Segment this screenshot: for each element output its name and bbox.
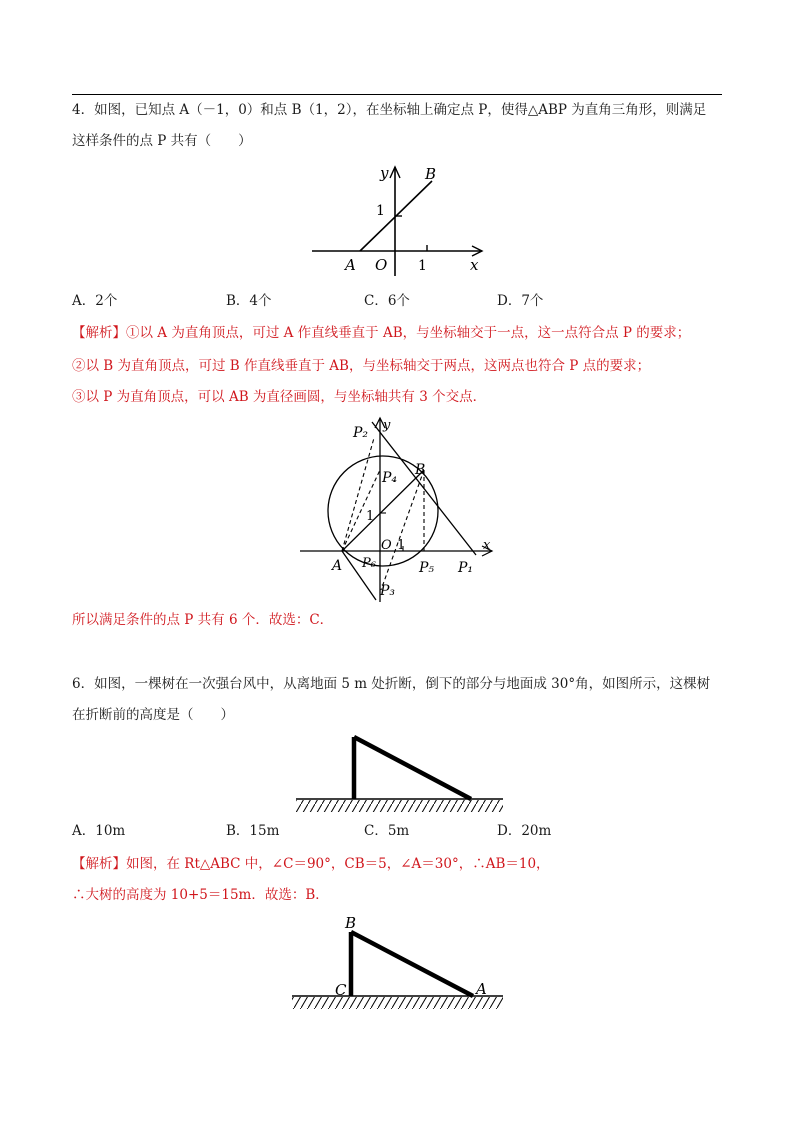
label-1y: 1 bbox=[376, 203, 385, 219]
ground-hatch bbox=[296, 800, 503, 812]
fallen-part bbox=[354, 737, 471, 799]
label-x: x bbox=[470, 256, 479, 274]
label-y: y bbox=[380, 164, 389, 182]
segment-BA bbox=[351, 932, 473, 996]
q6-option-c: C．5m bbox=[364, 823, 410, 839]
q6-solution-1: 【解析】如图，在 Rt△ABC 中，∠C＝90°，CB＝5，∠A＝30°，∴AB＝10， bbox=[72, 856, 550, 872]
header-rule bbox=[72, 94, 722, 95]
label-B: B bbox=[425, 165, 437, 183]
q4-solution-1: 【解析】①以 A 为直角顶点，可过 A 作直线垂直于 AB，与坐标轴交于一点，这一点符合点 P 的要求； bbox=[72, 325, 691, 341]
q4-stem-line2: 这样条件的点 P 共有（ ） bbox=[72, 133, 252, 149]
label-A: A bbox=[476, 980, 487, 998]
label-1: 1 bbox=[366, 509, 375, 524]
q4-option-c: C．6个 bbox=[364, 293, 410, 309]
label-P3: P₃ bbox=[380, 583, 396, 599]
label-P5: P₅ bbox=[419, 560, 435, 576]
label-A: A bbox=[345, 256, 356, 274]
q4-solution-2: ②以 B 为直角顶点，可过 B 作直线垂直于 AB，与坐标轴交于两点，这两点也符合 P 点的要求； bbox=[72, 358, 651, 374]
dash-A-P2 bbox=[342, 438, 374, 551]
q4-option-b: B．4个 bbox=[226, 293, 272, 309]
q6-figure-triangle bbox=[285, 910, 510, 1015]
q6-option-a: A．10m bbox=[72, 823, 126, 839]
label-O: O bbox=[375, 256, 388, 274]
q6-option-b: B．15m bbox=[226, 823, 280, 839]
q6-solution-2: ∴大树的高度为 10+5＝15m．故选：B． bbox=[72, 887, 329, 903]
label-1x: 1 bbox=[418, 258, 427, 274]
label-B: B bbox=[415, 462, 426, 478]
q6-option-d: D．20m bbox=[497, 823, 552, 839]
label-P6: P₆ bbox=[362, 556, 376, 571]
q6-figure-tree bbox=[290, 730, 510, 815]
q4-stem-line1: 4．如图，已知点 A（－1，0）和点 B（1，2），在坐标轴上确定点 P，使得△ABP 为直角三角形，则满足 bbox=[72, 102, 707, 118]
ground-hatch bbox=[292, 997, 503, 1009]
label-A: A bbox=[332, 558, 343, 574]
q6-stem-line1: 6．如图，一棵树在一次强台风中，从离地面 5 m 处折断，倒下的部分与地面成 30°角，如图所示，这棵树 bbox=[72, 676, 711, 692]
label-P4: P₄ bbox=[382, 470, 398, 486]
label-C: C bbox=[335, 981, 347, 999]
label-O: O bbox=[381, 538, 392, 553]
label-1x: 1 bbox=[397, 538, 406, 553]
label-B: B bbox=[345, 914, 357, 932]
label-P1: P₁ bbox=[458, 560, 474, 576]
dash-B-P3 bbox=[381, 470, 424, 590]
q4-option-a: A．2个 bbox=[72, 293, 118, 309]
q4-conclusion: 所以满足条件的点 P 共有 6 个．故选：C． bbox=[72, 612, 334, 628]
label-y: y bbox=[383, 418, 391, 433]
q4-solution-3: ③以 P 为直角顶点，可以 AB 为直径画圆，与坐标轴共有 3 个交点． bbox=[72, 389, 487, 405]
q4-figure-solution bbox=[290, 410, 510, 605]
q4-option-d: D．7个 bbox=[497, 293, 544, 309]
q6-stem-line2: 在折断前的高度是（ ） bbox=[72, 707, 234, 723]
q4-figure-axes bbox=[300, 160, 500, 280]
label-x: x bbox=[483, 538, 491, 553]
label-P2: P₂ bbox=[353, 425, 369, 441]
